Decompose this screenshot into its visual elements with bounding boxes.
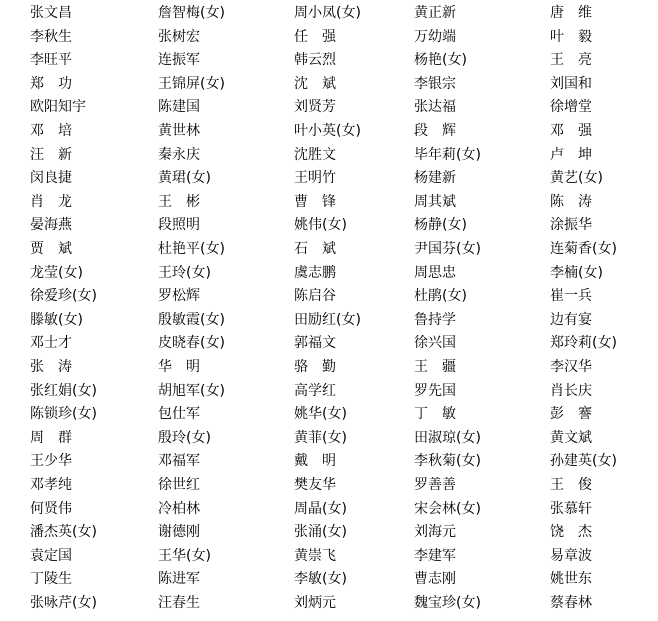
name-cell: 邓 强	[550, 123, 592, 139]
name-cell: 陈 涛	[550, 193, 592, 210]
name-row	[0, 592, 658, 616]
name-row	[0, 167, 658, 191]
name-cell: 李秋生	[30, 28, 72, 45]
name-row	[0, 450, 658, 474]
name-cell: 黄正新	[414, 5, 456, 21]
name-cell: 沈 斌	[294, 75, 336, 92]
name-cell: 胡旭军(女)	[158, 382, 225, 399]
name-cell: 曹 锋	[294, 193, 336, 210]
name-row	[0, 568, 658, 592]
name-cell: 李建军	[414, 547, 456, 564]
name-cell: 彭 謇	[550, 406, 592, 423]
name-cell: 徐世红	[158, 477, 200, 493]
name-row	[0, 427, 658, 451]
name-cell: 连振军	[158, 52, 200, 69]
name-cell: 周思忠	[414, 264, 456, 281]
name-cell: 刘海元	[414, 524, 456, 541]
name-cell: 毕年莉(女)	[414, 146, 481, 163]
name-cell: 徐增堂	[550, 99, 592, 116]
name-cell: 汪春生	[158, 595, 200, 611]
name-cell: 肖长庆	[550, 382, 592, 399]
name-row	[0, 403, 658, 427]
name-cell: 黄珺(女)	[158, 170, 211, 187]
name-cell: 蔡春林	[550, 595, 592, 611]
name-cell: 刘炳元	[294, 595, 336, 611]
name-row	[0, 474, 658, 498]
name-cell: 李秋菊(女)	[414, 453, 481, 470]
name-cell: 张达福	[414, 99, 456, 116]
name-cell: 黄崇飞	[294, 547, 336, 564]
name-cell: 张涌(女)	[294, 524, 347, 541]
name-cell: 叶 毅	[550, 28, 592, 45]
name-cell: 田励红(女)	[294, 311, 361, 328]
name-cell: 周小凤(女)	[294, 5, 361, 21]
name-row	[0, 2, 658, 26]
name-cell: 周晶(女)	[294, 500, 347, 517]
name-cell: 杨建新	[414, 170, 456, 187]
name-cell: 邓孝纯	[30, 477, 72, 493]
name-cell: 杨静(女)	[414, 217, 467, 234]
name-cell: 魏宝珍(女)	[414, 595, 481, 611]
name-cell: 包仕军	[158, 406, 200, 423]
name-cell: 殷敏霞(女)	[158, 311, 225, 328]
name-cell: 周其斌	[414, 193, 456, 210]
name-cell: 尹国芬(女)	[414, 241, 481, 257]
name-cell: 杜艳平(女)	[158, 241, 225, 257]
name-cell: 郑玲莉(女)	[550, 335, 617, 352]
name-cell: 黄菲(女)	[294, 429, 347, 446]
name-cell: 段照明	[158, 217, 200, 234]
name-cell: 姚伟(女)	[294, 217, 347, 234]
name-cell: 王锦屏(女)	[158, 75, 225, 92]
name-cell: 徐爱珍(女)	[30, 288, 97, 305]
name-cell: 李银宗	[414, 75, 456, 92]
name-cell: 石 斌	[294, 241, 336, 257]
name-cell: 黄艺(女)	[550, 170, 603, 187]
name-row	[0, 309, 658, 333]
name-cell: 李敏(女)	[294, 571, 347, 588]
name-cell: 华 明	[158, 359, 200, 375]
name-cell: 姚世东	[550, 571, 592, 588]
name-cell: 崔一兵	[550, 288, 592, 305]
name-cell: 闵良捷	[30, 170, 72, 187]
name-cell: 沈胜文	[294, 146, 336, 163]
name-row	[0, 214, 658, 238]
name-cell: 饶 杰	[550, 524, 592, 541]
name-cell: 邓士才	[30, 335, 72, 352]
name-cell: 涂振华	[550, 217, 592, 234]
name-cell: 张树宏	[158, 28, 200, 45]
name-cell: 卢 坤	[550, 146, 592, 163]
name-cell: 詹智梅(女)	[158, 5, 225, 21]
name-cell: 唐 维	[550, 5, 592, 21]
name-cell: 邓 培	[30, 123, 72, 139]
name-row	[0, 285, 658, 309]
name-cell: 欧阳知宇	[30, 99, 86, 116]
name-cell: 王 疆	[414, 359, 456, 375]
name-cell: 李汉华	[550, 359, 592, 375]
name-cell: 罗善善	[414, 477, 456, 493]
name-cell: 虞志鹏	[294, 264, 336, 281]
name-cell: 何贤伟	[30, 500, 72, 517]
name-cell: 万幼端	[414, 28, 456, 45]
name-cell: 皮晓春(女)	[158, 335, 225, 352]
name-cell: 曹志刚	[414, 571, 456, 588]
name-cell: 罗先国	[414, 382, 456, 399]
name-row	[0, 521, 658, 545]
name-cell: 罗松辉	[158, 288, 200, 305]
name-row	[0, 262, 658, 286]
name-cell: 张慕轩	[550, 500, 592, 517]
name-cell: 王明竹	[294, 170, 336, 187]
name-row	[0, 144, 658, 168]
name-row	[0, 96, 658, 120]
name-cell: 张红娟(女)	[30, 382, 97, 399]
name-cell: 杜鹃(女)	[414, 288, 467, 305]
name-cell: 周 群	[30, 429, 72, 446]
name-cell: 杨艳(女)	[414, 52, 467, 69]
name-cell: 孙建英(女)	[550, 453, 617, 470]
name-cell: 樊友华	[294, 477, 336, 493]
name-cell: 王 俊	[550, 477, 592, 493]
name-row	[0, 238, 658, 262]
name-cell: 王少华	[30, 453, 72, 470]
name-cell: 王玲(女)	[158, 264, 211, 281]
name-cell: 边有宴	[550, 311, 592, 328]
name-cell: 潘杰英(女)	[30, 524, 97, 541]
name-cell: 徐兴国	[414, 335, 456, 352]
name-cell: 王 彬	[158, 193, 200, 210]
name-cell: 张文昌	[30, 5, 72, 21]
name-cell: 段 辉	[414, 123, 456, 139]
name-cell: 黄世林	[158, 123, 200, 139]
name-row	[0, 356, 658, 380]
name-cell: 丁 敏	[414, 406, 456, 423]
name-cell: 滕敏(女)	[30, 311, 83, 328]
name-cell: 陈锁珍(女)	[30, 406, 97, 423]
name-cell: 肖 龙	[30, 193, 72, 210]
name-cell: 冷柏林	[158, 500, 200, 517]
name-cell: 贾 斌	[30, 241, 72, 257]
name-cell: 宋会林(女)	[414, 500, 481, 517]
name-cell: 姚华(女)	[294, 406, 347, 423]
name-cell: 陈进军	[158, 571, 200, 588]
name-cell: 王 亮	[550, 52, 592, 69]
name-cell: 连菊香(女)	[550, 241, 617, 257]
name-cell: 郭福文	[294, 335, 336, 352]
name-cell: 黄文斌	[550, 429, 592, 446]
name-cell: 李楠(女)	[550, 264, 603, 281]
name-cell: 张 涛	[30, 359, 72, 375]
name-cell: 陈建国	[158, 99, 200, 116]
name-row	[0, 380, 658, 404]
name-cell: 田淑琼(女)	[414, 429, 481, 446]
name-row	[0, 73, 658, 97]
name-row	[0, 120, 658, 144]
name-cell: 任 强	[294, 28, 336, 45]
name-cell: 丁陵生	[30, 571, 72, 588]
name-cell: 刘贤芳	[294, 99, 336, 116]
name-row	[0, 545, 658, 569]
name-cell: 鲁持学	[414, 311, 456, 328]
name-cell: 邓福军	[158, 453, 200, 470]
name-cell: 戴 明	[294, 453, 336, 470]
name-cell: 殷玲(女)	[158, 429, 211, 446]
name-cell: 李旺平	[30, 52, 72, 69]
name-cell: 秦永庆	[158, 146, 200, 163]
name-row	[0, 191, 658, 215]
name-cell: 陈启谷	[294, 288, 336, 305]
name-row	[0, 498, 658, 522]
name-cell: 王华(女)	[158, 547, 211, 564]
name-cell: 刘国和	[550, 75, 592, 92]
name-cell: 叶小英(女)	[294, 123, 361, 139]
name-cell: 韩云烈	[294, 52, 336, 69]
name-row	[0, 26, 658, 50]
name-cell: 晏海燕	[30, 217, 72, 234]
name-row	[0, 49, 658, 73]
name-cell: 张咏芹(女)	[30, 595, 97, 611]
name-row	[0, 332, 658, 356]
name-cell: 易章波	[550, 547, 592, 564]
name-cell: 袁定国	[30, 547, 72, 564]
name-cell: 骆 勤	[294, 359, 336, 375]
name-cell: 龙莹(女)	[30, 264, 83, 281]
name-cell: 谢德刚	[158, 524, 200, 541]
name-cell: 郑 功	[30, 75, 72, 92]
name-cell: 汪 新	[30, 146, 72, 163]
name-cell: 高学红	[294, 382, 336, 399]
